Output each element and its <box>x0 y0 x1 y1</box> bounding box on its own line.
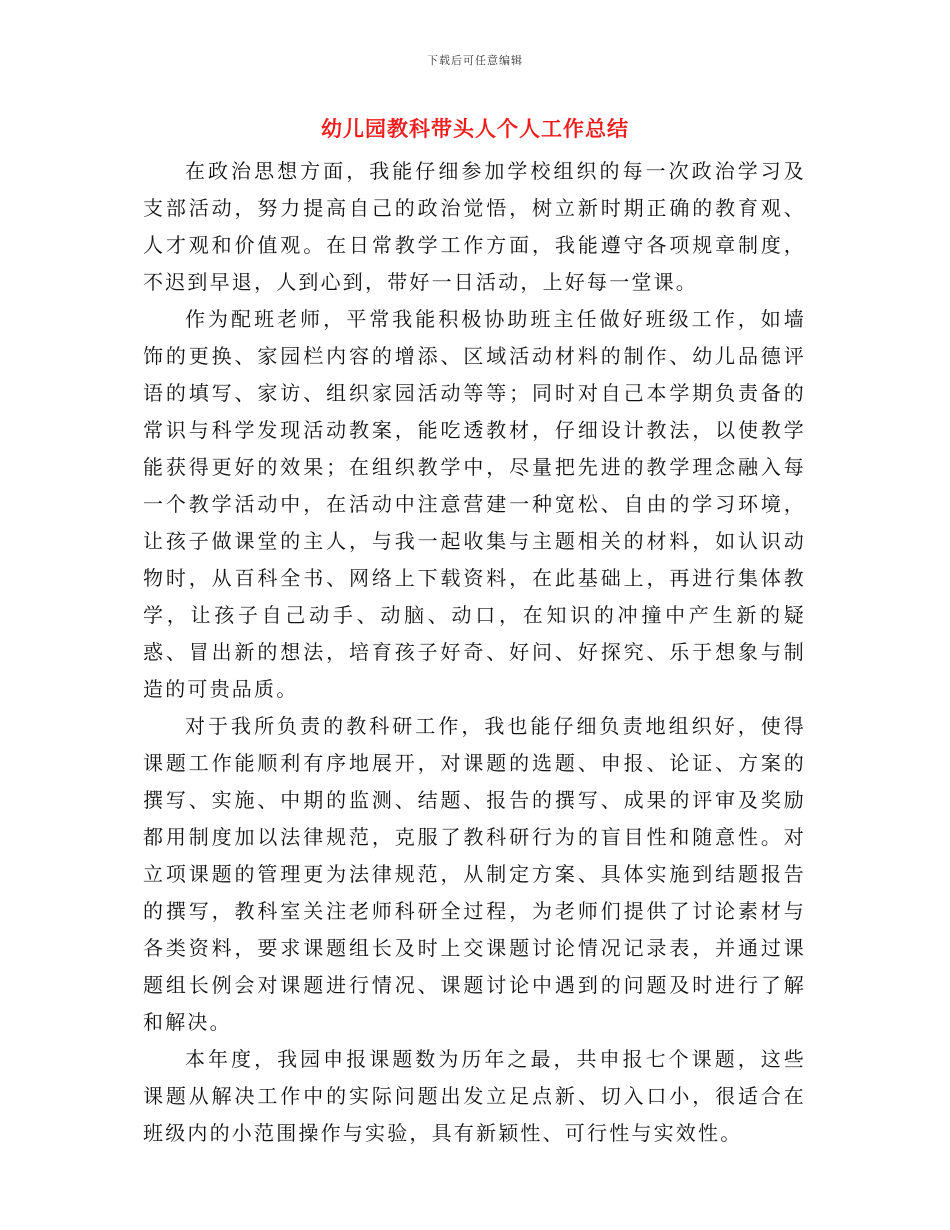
paragraph-annual-projects: 本年度，我园申报课题数为历年之最，共申报七个课题，这些课题从解决工作中的实际问题出发立足点新、切入口小，很适合在班级内的小范围操作与实验，具有新颖性、可行性与实效性。 <box>143 1047 806 1145</box>
paragraph-political-thought: 在政治思想方面，我能仔细参加学校组织的每一次政治学习及支部活动，努力提高自己的政治觉悟，树立新时期正确的教育观、人才观和价值观。在日常教学工作方面，我能遵守各项规章制度，不迟到早退，人到心到，带好一日活动，上好每一堂课。 <box>143 159 806 294</box>
page-header-note: 下载后可任意编辑 <box>427 54 523 67</box>
document-title: 幼儿园教科带头人个人工作总结 <box>321 116 629 141</box>
paragraph-class-teacher: 作为配班老师，平常我能积极协助班主任做好班级工作，如墙饰的更换、家园栏内容的增添、区域活动材料的制作、幼儿品德评语的填写、家访、组织家园活动等等；同时对自己本学期负责备的常识与科学发现活动教案，能吃透教材，仔细设计教法，以使教学能获得更好的效果；在组织教学中，尽量把先进的教学理念融入每一个教学活动中，在活动中注意营建一种宽松、自由的学习环境，让孩子做课堂的主人，与我一起收集与主题相关的材料，如认识动物时，从百科全书、网络上下载资料，在此基础上，再进行集体教学，让孩子自己动手、动脑、动口，在知识的冲撞中产生新的疑惑、冒出新的想法，培育孩子好奇、好问、好探究、乐于想象与制造的可贵品质。 <box>143 307 806 701</box>
document-body <box>143 153 806 1152</box>
paragraph-research-work: 对于我所负责的教科研工作，我也能仔细负责地组织好，使得课题工作能顺利有序地展开，对课题的选题、申报、论证、方案的撰写、实施、中期的监测、结题、报告的撰写、成果的评审及奖励都用制度加以法律规范，克服了教科研行为的盲目性和随意性。对立项课题的管理更为法律规范，从制定方案、具体实施到结题报告的撰写，教科室关注老师科研全过程，为老师们提供了讨论素材与各类资料，要求课题组长及时上交课题讨论情况记录表，并通过课题组长例会对课题进行情况、课题讨论中遇到的问题及时进行了解和解决。 <box>143 714 806 1034</box>
